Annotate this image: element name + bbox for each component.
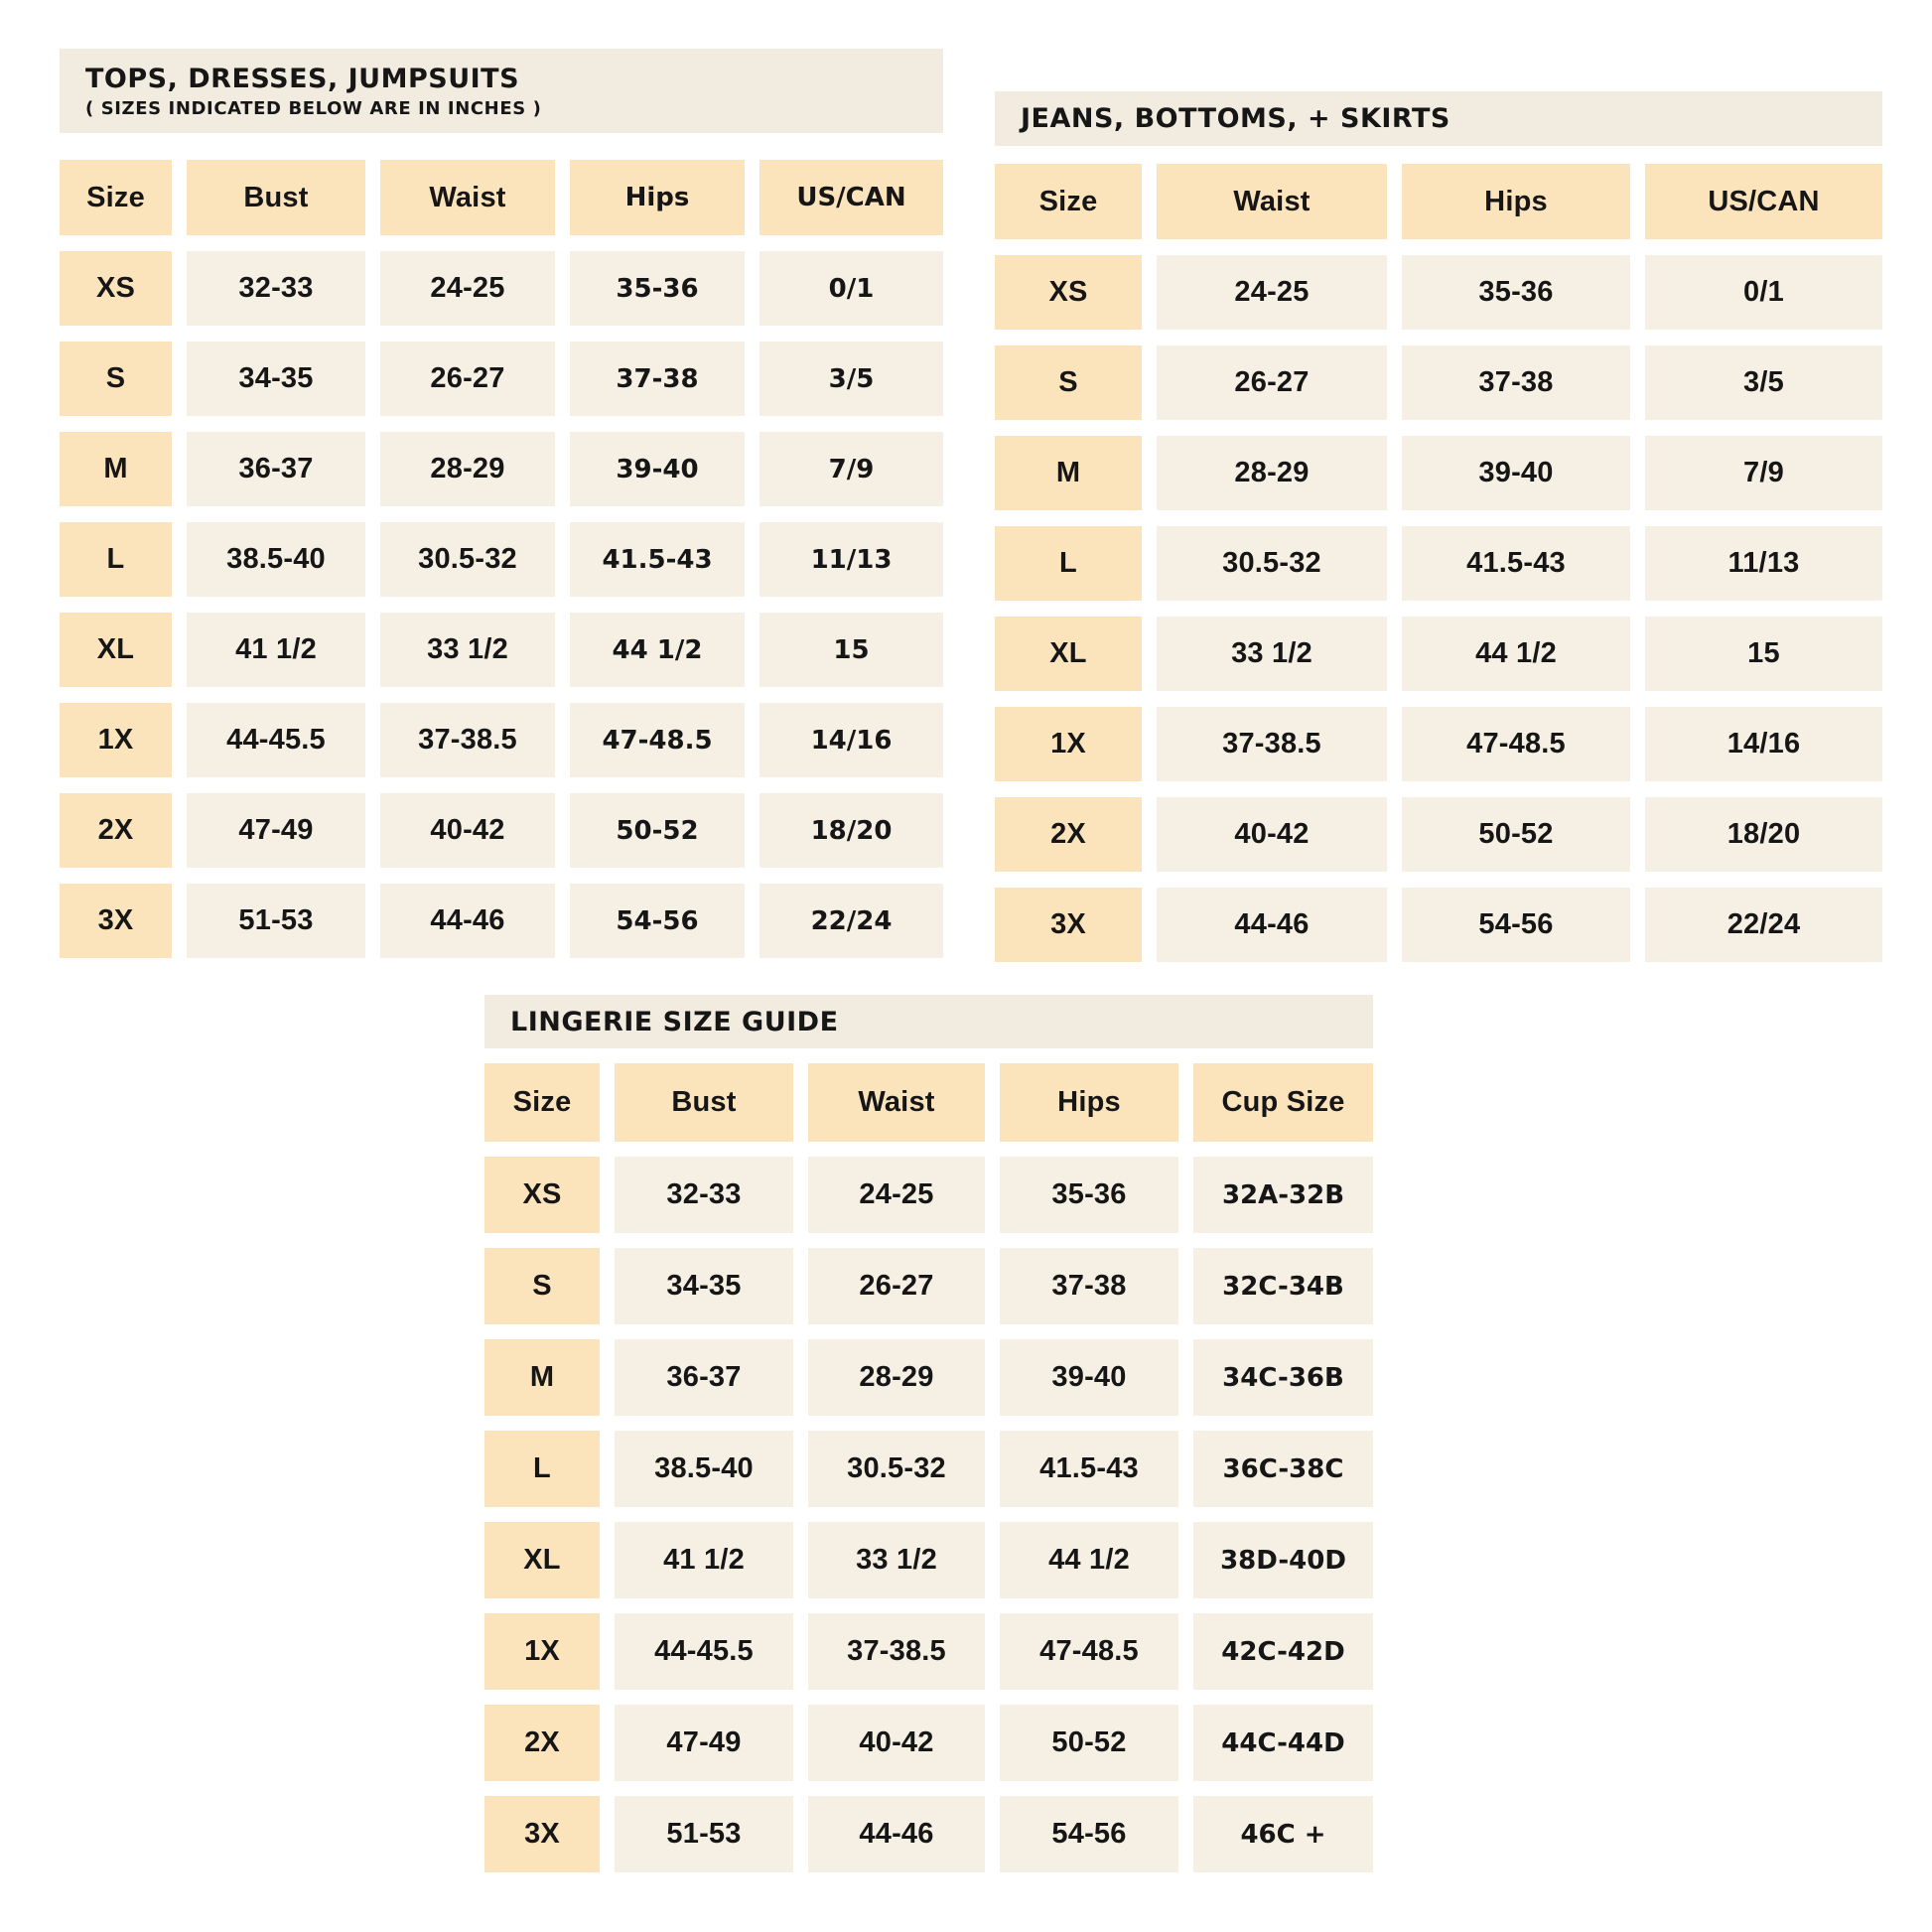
tops-dresses-jumpsuits-row-3x-hips: 54-56 bbox=[570, 884, 745, 958]
tops-dresses-jumpsuits-row-xs-bust: 32-33 bbox=[187, 251, 365, 326]
lingerie-size-guide-header-hips: Hips bbox=[1000, 1063, 1178, 1142]
lingerie-size-guide-row-2x-bust: 47-49 bbox=[615, 1705, 793, 1781]
lingerie-size-guide-row-s-bust: 34-35 bbox=[615, 1248, 793, 1324]
jeans-bottoms-skirts-row-xs-size: XS bbox=[995, 255, 1142, 330]
tops-dresses-jumpsuits-row-3x-size: 3X bbox=[60, 884, 172, 958]
lingerie-size-guide-header-cup-size: Cup Size bbox=[1193, 1063, 1373, 1142]
lingerie-size-guide-row-2x-size: 2X bbox=[484, 1705, 600, 1781]
jeans-bottoms-skirts-row-1x-hips: 47-48.5 bbox=[1402, 707, 1630, 781]
jeans-bottoms-skirts-row-xl-waist: 33 1/2 bbox=[1157, 617, 1387, 691]
tops-dresses-jumpsuits-row-1x-waist: 37-38.5 bbox=[380, 703, 555, 777]
lingerie-size-guide-row-m-size: M bbox=[484, 1339, 600, 1416]
jeans-bottoms-skirts-row-1x-waist: 37-38.5 bbox=[1157, 707, 1387, 781]
tops-title-bar bbox=[60, 49, 943, 133]
jeans-bottoms-skirts-row-2x-waist: 40-42 bbox=[1157, 797, 1387, 872]
tops-dresses-jumpsuits-row-s-size: S bbox=[60, 342, 172, 416]
tops-dresses-jumpsuits-row-m-waist: 28-29 bbox=[380, 432, 555, 506]
jeans-bottoms-skirts-row-l-hips: 41.5-43 bbox=[1402, 526, 1630, 601]
jeans-bottoms-skirts-row-l-waist: 30.5-32 bbox=[1157, 526, 1387, 601]
tops-dresses-jumpsuits-row-1x-size: 1X bbox=[60, 703, 172, 777]
lingerie-size-guide-row-xs-size: XS bbox=[484, 1157, 600, 1233]
tops-dresses-jumpsuits-row-3x-waist: 44-46 bbox=[380, 884, 555, 958]
lingerie-title: LINGERIE SIZE GUIDE bbox=[510, 1006, 839, 1037]
jeans-bottoms-skirts-row-3x-size: 3X bbox=[995, 888, 1142, 962]
tops-dresses-jumpsuits-row-2x-us-can: 18/20 bbox=[759, 793, 943, 868]
lingerie-size-guide-row-m-waist: 28-29 bbox=[808, 1339, 985, 1416]
lingerie-size-guide-row-l-cup-size: 36C-38C bbox=[1193, 1431, 1373, 1507]
jeans-bottoms-skirts-row-3x-waist: 44-46 bbox=[1157, 888, 1387, 962]
lingerie-size-guide-row-2x-waist: 40-42 bbox=[808, 1705, 985, 1781]
tops-dresses-jumpsuits-row-l-hips: 41.5-43 bbox=[570, 522, 745, 597]
jeans-bottoms-skirts-row-2x-us-can: 18/20 bbox=[1645, 797, 1882, 872]
jeans-bottoms-skirts-header-hips: Hips bbox=[1402, 164, 1630, 239]
jeans-bottoms-skirts-row-xl-size: XL bbox=[995, 617, 1142, 691]
jeans-bottoms-skirts-row-m-us-can: 7/9 bbox=[1645, 436, 1882, 510]
tops-dresses-jumpsuits-row-1x-hips: 47-48.5 bbox=[570, 703, 745, 777]
lingerie-size-guide-row-l-bust: 38.5-40 bbox=[615, 1431, 793, 1507]
tops-grid bbox=[60, 160, 943, 958]
jeans-bottoms-skirts-row-m-waist: 28-29 bbox=[1157, 436, 1387, 510]
tops-dresses-jumpsuits-row-xl-bust: 41 1/2 bbox=[187, 613, 365, 687]
lingerie-size-guide-row-xs-bust: 32-33 bbox=[615, 1157, 793, 1233]
lingerie-size-guide-row-xs-hips: 35-36 bbox=[1000, 1157, 1178, 1233]
tops-dresses-jumpsuits-row-2x-waist: 40-42 bbox=[380, 793, 555, 868]
lingerie-size-guide-row-1x-size: 1X bbox=[484, 1613, 600, 1690]
lingerie-size-guide-header-size: Size bbox=[484, 1063, 600, 1142]
jeans-bottoms-skirts-header-us-can: US/CAN bbox=[1645, 164, 1882, 239]
lingerie-size-guide-row-3x-cup-size: 46C + bbox=[1193, 1796, 1373, 1872]
tops-dresses-jumpsuits-row-s-us-can: 3/5 bbox=[759, 342, 943, 416]
lingerie-size-guide-row-3x-waist: 44-46 bbox=[808, 1796, 985, 1872]
lingerie-size-guide-row-2x-hips: 50-52 bbox=[1000, 1705, 1178, 1781]
jeans-bottoms-skirts-row-1x-size: 1X bbox=[995, 707, 1142, 781]
jeans-bottoms-skirts-row-2x-hips: 50-52 bbox=[1402, 797, 1630, 872]
lingerie-size-guide-row-1x-cup-size: 42C-42D bbox=[1193, 1613, 1373, 1690]
tops-title: TOPS, DRESSES, JUMPSUITS bbox=[85, 63, 520, 94]
tops-dresses-jumpsuits-row-m-bust: 36-37 bbox=[187, 432, 365, 506]
jeans-title-bar bbox=[995, 91, 1882, 146]
tops-subtitle: ( SIZES INDICATED BELOW ARE IN INCHES ) bbox=[85, 97, 542, 119]
jeans-bottoms-skirts-row-xl-hips: 44 1/2 bbox=[1402, 617, 1630, 691]
tops-dresses-jumpsuits-row-2x-bust: 47-49 bbox=[187, 793, 365, 868]
tops-dresses-jumpsuits-header-bust: Bust bbox=[187, 160, 365, 235]
tops-dresses-jumpsuits-row-xl-hips: 44 1/2 bbox=[570, 613, 745, 687]
tops-dresses-jumpsuits-row-xs-waist: 24-25 bbox=[380, 251, 555, 326]
lingerie-size-guide-row-m-hips: 39-40 bbox=[1000, 1339, 1178, 1416]
tops-dresses-jumpsuits-row-m-hips: 39-40 bbox=[570, 432, 745, 506]
jeans-bottoms-skirts-row-xs-waist: 24-25 bbox=[1157, 255, 1387, 330]
tops-dresses-jumpsuits-row-xl-size: XL bbox=[60, 613, 172, 687]
lingerie-size-guide-row-m-bust: 36-37 bbox=[615, 1339, 793, 1416]
lingerie-size-guide-row-xl-size: XL bbox=[484, 1522, 600, 1598]
lingerie-size-guide-row-xl-cup-size: 38D-40D bbox=[1193, 1522, 1373, 1598]
lingerie-size-guide-row-1x-bust: 44-45.5 bbox=[615, 1613, 793, 1690]
tops-dresses-jumpsuits-row-1x-bust: 44-45.5 bbox=[187, 703, 365, 777]
lingerie-size-guide-row-xs-cup-size: 32A-32B bbox=[1193, 1157, 1373, 1233]
jeans-bottoms-skirts-row-xs-us-can: 0/1 bbox=[1645, 255, 1882, 330]
tops-dresses-jumpsuits-row-3x-bust: 51-53 bbox=[187, 884, 365, 958]
jeans-grid bbox=[995, 164, 1882, 962]
tops-dresses-jumpsuits-row-xs-hips: 35-36 bbox=[570, 251, 745, 326]
tops-dresses-jumpsuits-row-l-size: L bbox=[60, 522, 172, 597]
tops-dresses-jumpsuits-row-xs-us-can: 0/1 bbox=[759, 251, 943, 326]
table-lingerie-size-guide bbox=[484, 995, 1373, 1872]
tops-dresses-jumpsuits-header-hips: Hips bbox=[570, 160, 745, 235]
jeans-bottoms-skirts-row-m-size: M bbox=[995, 436, 1142, 510]
tops-dresses-jumpsuits-row-xs-size: XS bbox=[60, 251, 172, 326]
lingerie-size-guide-row-l-hips: 41.5-43 bbox=[1000, 1431, 1178, 1507]
lingerie-size-guide-row-l-waist: 30.5-32 bbox=[808, 1431, 985, 1507]
tops-dresses-jumpsuits-row-s-hips: 37-38 bbox=[570, 342, 745, 416]
lingerie-size-guide-row-s-hips: 37-38 bbox=[1000, 1248, 1178, 1324]
tops-dresses-jumpsuits-row-s-bust: 34-35 bbox=[187, 342, 365, 416]
jeans-bottoms-skirts-row-1x-us-can: 14/16 bbox=[1645, 707, 1882, 781]
jeans-bottoms-skirts-row-s-hips: 37-38 bbox=[1402, 345, 1630, 420]
jeans-bottoms-skirts-row-s-us-can: 3/5 bbox=[1645, 345, 1882, 420]
lingerie-grid bbox=[484, 1063, 1373, 1872]
tops-dresses-jumpsuits-row-xl-us-can: 15 bbox=[759, 613, 943, 687]
jeans-bottoms-skirts-header-waist: Waist bbox=[1157, 164, 1387, 239]
lingerie-size-guide-row-2x-cup-size: 44C-44D bbox=[1193, 1705, 1373, 1781]
lingerie-size-guide-row-3x-hips: 54-56 bbox=[1000, 1796, 1178, 1872]
tops-dresses-jumpsuits-header-us-can: US/CAN bbox=[759, 160, 943, 235]
tops-dresses-jumpsuits-row-l-waist: 30.5-32 bbox=[380, 522, 555, 597]
tops-dresses-jumpsuits-row-m-us-can: 7/9 bbox=[759, 432, 943, 506]
tops-dresses-jumpsuits-row-3x-us-can: 22/24 bbox=[759, 884, 943, 958]
lingerie-title-bar bbox=[484, 995, 1373, 1048]
tops-dresses-jumpsuits-row-2x-hips: 50-52 bbox=[570, 793, 745, 868]
lingerie-size-guide-row-3x-bust: 51-53 bbox=[615, 1796, 793, 1872]
tops-dresses-jumpsuits-row-m-size: M bbox=[60, 432, 172, 506]
lingerie-size-guide-header-bust: Bust bbox=[615, 1063, 793, 1142]
tops-dresses-jumpsuits-row-1x-us-can: 14/16 bbox=[759, 703, 943, 777]
lingerie-size-guide-row-l-size: L bbox=[484, 1431, 600, 1507]
jeans-bottoms-skirts-row-s-size: S bbox=[995, 345, 1142, 420]
jeans-title: JEANS, BOTTOMS, + SKIRTS bbox=[1021, 103, 1450, 134]
tops-dresses-jumpsuits-row-2x-size: 2X bbox=[60, 793, 172, 868]
table-jeans-bottoms-skirts bbox=[995, 91, 1882, 962]
lingerie-size-guide-row-xl-bust: 41 1/2 bbox=[615, 1522, 793, 1598]
tops-dresses-jumpsuits-row-l-bust: 38.5-40 bbox=[187, 522, 365, 597]
jeans-bottoms-skirts-row-3x-hips: 54-56 bbox=[1402, 888, 1630, 962]
tops-dresses-jumpsuits-row-xl-waist: 33 1/2 bbox=[380, 613, 555, 687]
lingerie-size-guide-row-s-cup-size: 32C-34B bbox=[1193, 1248, 1373, 1324]
jeans-bottoms-skirts-row-xl-us-can: 15 bbox=[1645, 617, 1882, 691]
jeans-bottoms-skirts-row-2x-size: 2X bbox=[995, 797, 1142, 872]
lingerie-size-guide-row-s-waist: 26-27 bbox=[808, 1248, 985, 1324]
jeans-bottoms-skirts-row-l-size: L bbox=[995, 526, 1142, 601]
lingerie-size-guide-row-s-size: S bbox=[484, 1248, 600, 1324]
lingerie-size-guide-row-xl-waist: 33 1/2 bbox=[808, 1522, 985, 1598]
jeans-bottoms-skirts-row-m-hips: 39-40 bbox=[1402, 436, 1630, 510]
lingerie-size-guide-row-1x-hips: 47-48.5 bbox=[1000, 1613, 1178, 1690]
lingerie-size-guide-row-1x-waist: 37-38.5 bbox=[808, 1613, 985, 1690]
tops-dresses-jumpsuits-header-waist: Waist bbox=[380, 160, 555, 235]
jeans-bottoms-skirts-row-xs-hips: 35-36 bbox=[1402, 255, 1630, 330]
lingerie-size-guide-row-m-cup-size: 34C-36B bbox=[1193, 1339, 1373, 1416]
table-tops-dresses-jumpsuits bbox=[60, 49, 943, 958]
tops-dresses-jumpsuits-header-size: Size bbox=[60, 160, 172, 235]
tops-dresses-jumpsuits-row-s-waist: 26-27 bbox=[380, 342, 555, 416]
lingerie-size-guide-header-waist: Waist bbox=[808, 1063, 985, 1142]
jeans-bottoms-skirts-row-l-us-can: 11/13 bbox=[1645, 526, 1882, 601]
lingerie-size-guide-row-xs-waist: 24-25 bbox=[808, 1157, 985, 1233]
lingerie-size-guide-row-xl-hips: 44 1/2 bbox=[1000, 1522, 1178, 1598]
jeans-bottoms-skirts-row-3x-us-can: 22/24 bbox=[1645, 888, 1882, 962]
tops-dresses-jumpsuits-row-l-us-can: 11/13 bbox=[759, 522, 943, 597]
jeans-bottoms-skirts-row-s-waist: 26-27 bbox=[1157, 345, 1387, 420]
jeans-bottoms-skirts-header-size: Size bbox=[995, 164, 1142, 239]
lingerie-size-guide-row-3x-size: 3X bbox=[484, 1796, 600, 1872]
